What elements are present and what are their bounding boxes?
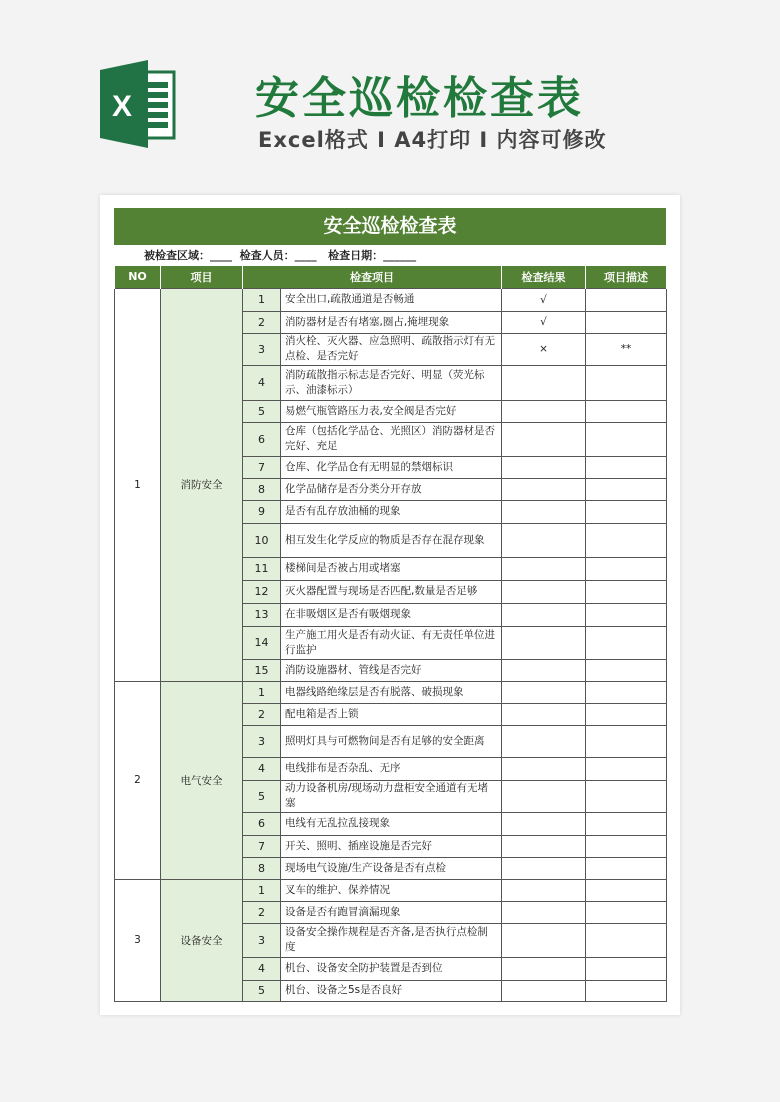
- sheet-info: 被检查区域：____ 检查人员：____ 检查日期：______: [144, 249, 417, 262]
- item-number: 5: [243, 980, 281, 1001]
- item-text: 配电箱是否上锁: [281, 703, 502, 725]
- result-cell[interactable]: [502, 603, 586, 626]
- result-cell[interactable]: √: [502, 288, 586, 311]
- item-number: 14: [243, 626, 281, 659]
- result-cell[interactable]: [502, 580, 586, 603]
- item-number: 8: [243, 478, 281, 500]
- item-number: 6: [243, 422, 281, 456]
- description-cell[interactable]: [586, 311, 667, 333]
- item-number: 6: [243, 812, 281, 835]
- item-text: 易燃气瓶管路压力表,安全阀是否完好: [281, 400, 502, 422]
- item-text: 现场电气设施/生产设备是否有点检: [281, 857, 502, 879]
- banner-title: 安全巡检检查表: [255, 73, 584, 124]
- description-cell[interactable]: [586, 523, 667, 557]
- result-cell[interactable]: [502, 703, 586, 725]
- description-cell[interactable]: [586, 365, 667, 400]
- description-cell[interactable]: [586, 422, 667, 456]
- result-cell[interactable]: [502, 456, 586, 478]
- banner-subtitle: Excel格式 I A4打印 I 内容可修改: [258, 128, 607, 152]
- result-cell[interactable]: [502, 835, 586, 857]
- item-text: 仓库（包括化学品仓、光照区）消防器材是否完好、充足: [281, 422, 502, 456]
- description-cell[interactable]: [586, 835, 667, 857]
- result-cell[interactable]: ×: [502, 333, 586, 365]
- sheet-title: 安全巡检检查表: [114, 208, 666, 245]
- result-cell[interactable]: [502, 857, 586, 879]
- item-text: 消防设施器材、管线是否完好: [281, 659, 502, 681]
- item-number: 4: [243, 365, 281, 400]
- description-cell[interactable]: [586, 780, 667, 812]
- item-text: 照明灯具与可燃物间是否有足够的安全距离: [281, 725, 502, 757]
- description-cell[interactable]: [586, 980, 667, 1001]
- item-text: 安全出口,疏散通道是否畅通: [281, 288, 502, 311]
- item-number: 9: [243, 500, 281, 523]
- header-no: NO: [115, 266, 161, 288]
- inspection-table: [114, 266, 667, 1002]
- item-text: 机台、设备之5s是否良好: [281, 980, 502, 1001]
- item-number: 11: [243, 557, 281, 580]
- header-result: 检查结果: [502, 266, 586, 288]
- item-text: 生产施工用火是否有动火证、有无责任单位进行监护: [281, 626, 502, 659]
- item-text: 电线排布是否杂乱、无序: [281, 757, 502, 780]
- item-number: 8: [243, 857, 281, 879]
- header-desc: 项目描述: [586, 266, 667, 288]
- description-cell[interactable]: [586, 923, 667, 957]
- table-row: [115, 681, 667, 703]
- item-number: 1: [243, 681, 281, 703]
- header-item: 检查项目: [243, 266, 502, 288]
- description-cell[interactable]: [586, 957, 667, 980]
- result-cell[interactable]: [502, 812, 586, 835]
- item-text: 灭火器配置与现场是否匹配,数量是否足够: [281, 580, 502, 603]
- item-text: 设备安全操作规程是否齐备,是否执行点检制度: [281, 923, 502, 957]
- item-text: 化学品储存是否分类分开存放: [281, 478, 502, 500]
- result-cell[interactable]: [502, 923, 586, 957]
- item-number: 3: [243, 923, 281, 957]
- result-cell[interactable]: [502, 557, 586, 580]
- item-number: 3: [243, 333, 281, 365]
- item-number: 7: [243, 456, 281, 478]
- section-no: 2: [115, 681, 161, 879]
- description-cell[interactable]: [586, 478, 667, 500]
- section-category: 电气安全: [161, 681, 243, 879]
- item-text: 动力设备机房/现场动力盘柜安全通道有无堵塞: [281, 780, 502, 812]
- table-row: [115, 879, 667, 901]
- item-number: 4: [243, 957, 281, 980]
- item-number: 2: [243, 901, 281, 923]
- description-cell[interactable]: [586, 879, 667, 901]
- result-cell[interactable]: [502, 523, 586, 557]
- item-number: 15: [243, 659, 281, 681]
- header-row: [115, 266, 667, 288]
- description-cell[interactable]: [586, 580, 667, 603]
- description-cell[interactable]: [586, 725, 667, 757]
- section-category: 消防安全: [161, 288, 243, 681]
- item-text: 设备是否有跑冒滴漏现象: [281, 901, 502, 923]
- item-number: 5: [243, 400, 281, 422]
- item-number: 10: [243, 523, 281, 557]
- table-row: [115, 288, 667, 311]
- description-cell[interactable]: [586, 857, 667, 879]
- item-text: 叉车的维护、保养情况: [281, 879, 502, 901]
- result-cell[interactable]: [502, 365, 586, 400]
- section-no: 3: [115, 879, 161, 1001]
- item-text: 楼梯间是否被占用或堵塞: [281, 557, 502, 580]
- section-no: 1: [115, 288, 161, 681]
- result-cell[interactable]: [502, 957, 586, 980]
- result-cell[interactable]: [502, 681, 586, 703]
- description-cell[interactable]: [586, 400, 667, 422]
- description-cell[interactable]: [586, 703, 667, 725]
- item-text: 消防器材是否有堵塞,圈占,掩埋现象: [281, 311, 502, 333]
- description-cell[interactable]: [586, 626, 667, 659]
- result-cell[interactable]: [502, 478, 586, 500]
- result-cell[interactable]: [502, 980, 586, 1001]
- result-cell[interactable]: [502, 780, 586, 812]
- item-text: 消火栓、灭火器、应急照明、疏散指示灯有无点检、是否完好: [281, 333, 502, 365]
- section-category: 设备安全: [161, 879, 243, 1001]
- description-cell[interactable]: **: [586, 333, 667, 365]
- result-cell[interactable]: [502, 626, 586, 659]
- result-cell[interactable]: [502, 725, 586, 757]
- description-cell[interactable]: [586, 500, 667, 523]
- item-number: 2: [243, 703, 281, 725]
- item-text: 开关、照明、插座设施是否完好: [281, 835, 502, 857]
- result-cell[interactable]: [502, 500, 586, 523]
- item-number: 3: [243, 725, 281, 757]
- item-text: 消防疏散指示标志是否完好、明显（荧光标示、油漆标示）: [281, 365, 502, 400]
- item-number: 1: [243, 288, 281, 311]
- item-number: 1: [243, 879, 281, 901]
- item-number: 7: [243, 835, 281, 857]
- item-text: 是否有乱存放油桶的现象: [281, 500, 502, 523]
- sheet: [100, 195, 680, 1015]
- description-cell[interactable]: [586, 812, 667, 835]
- description-cell[interactable]: [586, 288, 667, 311]
- description-cell[interactable]: [586, 901, 667, 923]
- description-cell[interactable]: [586, 681, 667, 703]
- excel-logo-icon: [100, 58, 180, 150]
- result-cell[interactable]: √: [502, 311, 586, 333]
- item-number: 13: [243, 603, 281, 626]
- result-cell[interactable]: [502, 901, 586, 923]
- description-cell[interactable]: [586, 456, 667, 478]
- item-number: 2: [243, 311, 281, 333]
- description-cell[interactable]: [586, 603, 667, 626]
- item-text: 相互发生化学反应的物质是否存在混存现象: [281, 523, 502, 557]
- result-cell[interactable]: [502, 422, 586, 456]
- item-number: 5: [243, 780, 281, 812]
- result-cell[interactable]: [502, 659, 586, 681]
- svg-text:X: X: [111, 90, 133, 123]
- item-number: 12: [243, 580, 281, 603]
- description-cell[interactable]: [586, 557, 667, 580]
- result-cell[interactable]: [502, 757, 586, 780]
- header-category: 项目: [161, 266, 243, 288]
- result-cell[interactable]: [502, 400, 586, 422]
- description-cell[interactable]: [586, 757, 667, 780]
- item-text: 仓库、化学品仓有无明显的禁烟标识: [281, 456, 502, 478]
- description-cell[interactable]: [586, 659, 667, 681]
- item-text: 电器线路绝缘层是否有脱落、破损现象: [281, 681, 502, 703]
- item-text: 在非吸烟区是否有吸烟现象: [281, 603, 502, 626]
- result-cell[interactable]: [502, 879, 586, 901]
- item-text: 机台、设备安全防护装置是否到位: [281, 957, 502, 980]
- item-text: 电线有无乱拉乱接现象: [281, 812, 502, 835]
- item-number: 4: [243, 757, 281, 780]
